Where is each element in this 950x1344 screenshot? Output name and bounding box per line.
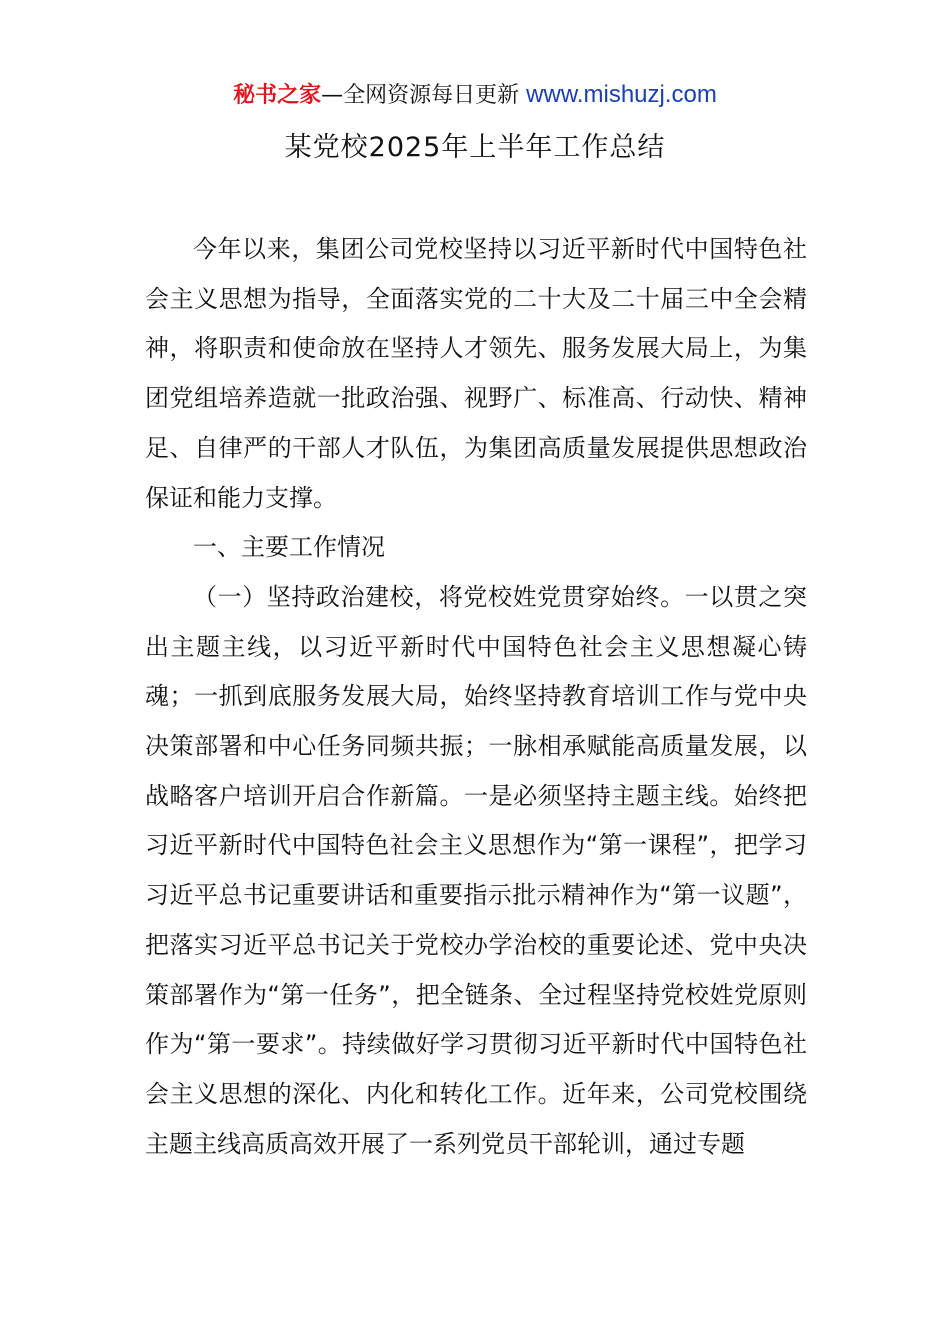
site-url[interactable]: www.mishuzj.com bbox=[526, 81, 717, 108]
header-tagline: —全网资源每日更新 bbox=[321, 83, 520, 108]
brand-name: 秘书之家 bbox=[233, 83, 322, 108]
intro-paragraph: 今年以来，集团公司党校坚持以习近平新时代中国特色社会主义思想为指导，全面落实党的二十大及二十届三中全会精神，将职责和使命放在坚持人才领先、服务发展大局上，为集团党组培养造就一批政治强、视野广、标准高、行动快、精神足、自律严的干部人才队伍，为集团高质量发展提供思想政治保证和能力支撑。 bbox=[145, 235, 807, 512]
document-body bbox=[145, 225, 807, 1169]
site-header bbox=[0, 78, 950, 113]
subsection-paragraph: （一）坚持政治建校，将党校姓党贯穿始终。一以贯之突出主题主线，以习近平新时代中国特色社会主义思想凝心铸魂；一抓到底服务发展大局，始终坚持教育培训工作与党中央决策部署和中心任务同频共振；一脉相承赋能高质量发展，以战略客户培训开启合作新篇。一是必须坚持主题主线。始终把习近平新时代中国特色社会主义思想作为“第一课程”，把学习习近平总书记重要讲话和重要指示批示精神作为“第一议题”，把落实习近平总书记关于党校办学治校的重要论述、党中央决策部署作为“第一任务”，把全链条、全过程坚持党校姓党原则作为“第一要求”。持续做好学习贯彻习近平新时代中国特色社会主义思想的深化、内化和转化工作。近年来，公司党校围绕主题主线高质高效开展了一系列党员干部轮训，通过专题 bbox=[145, 582, 807, 1158]
section-heading: 一、主要工作情况 bbox=[193, 533, 385, 562]
document-title: 某党校2025年上半年工作总结 bbox=[284, 132, 666, 163]
